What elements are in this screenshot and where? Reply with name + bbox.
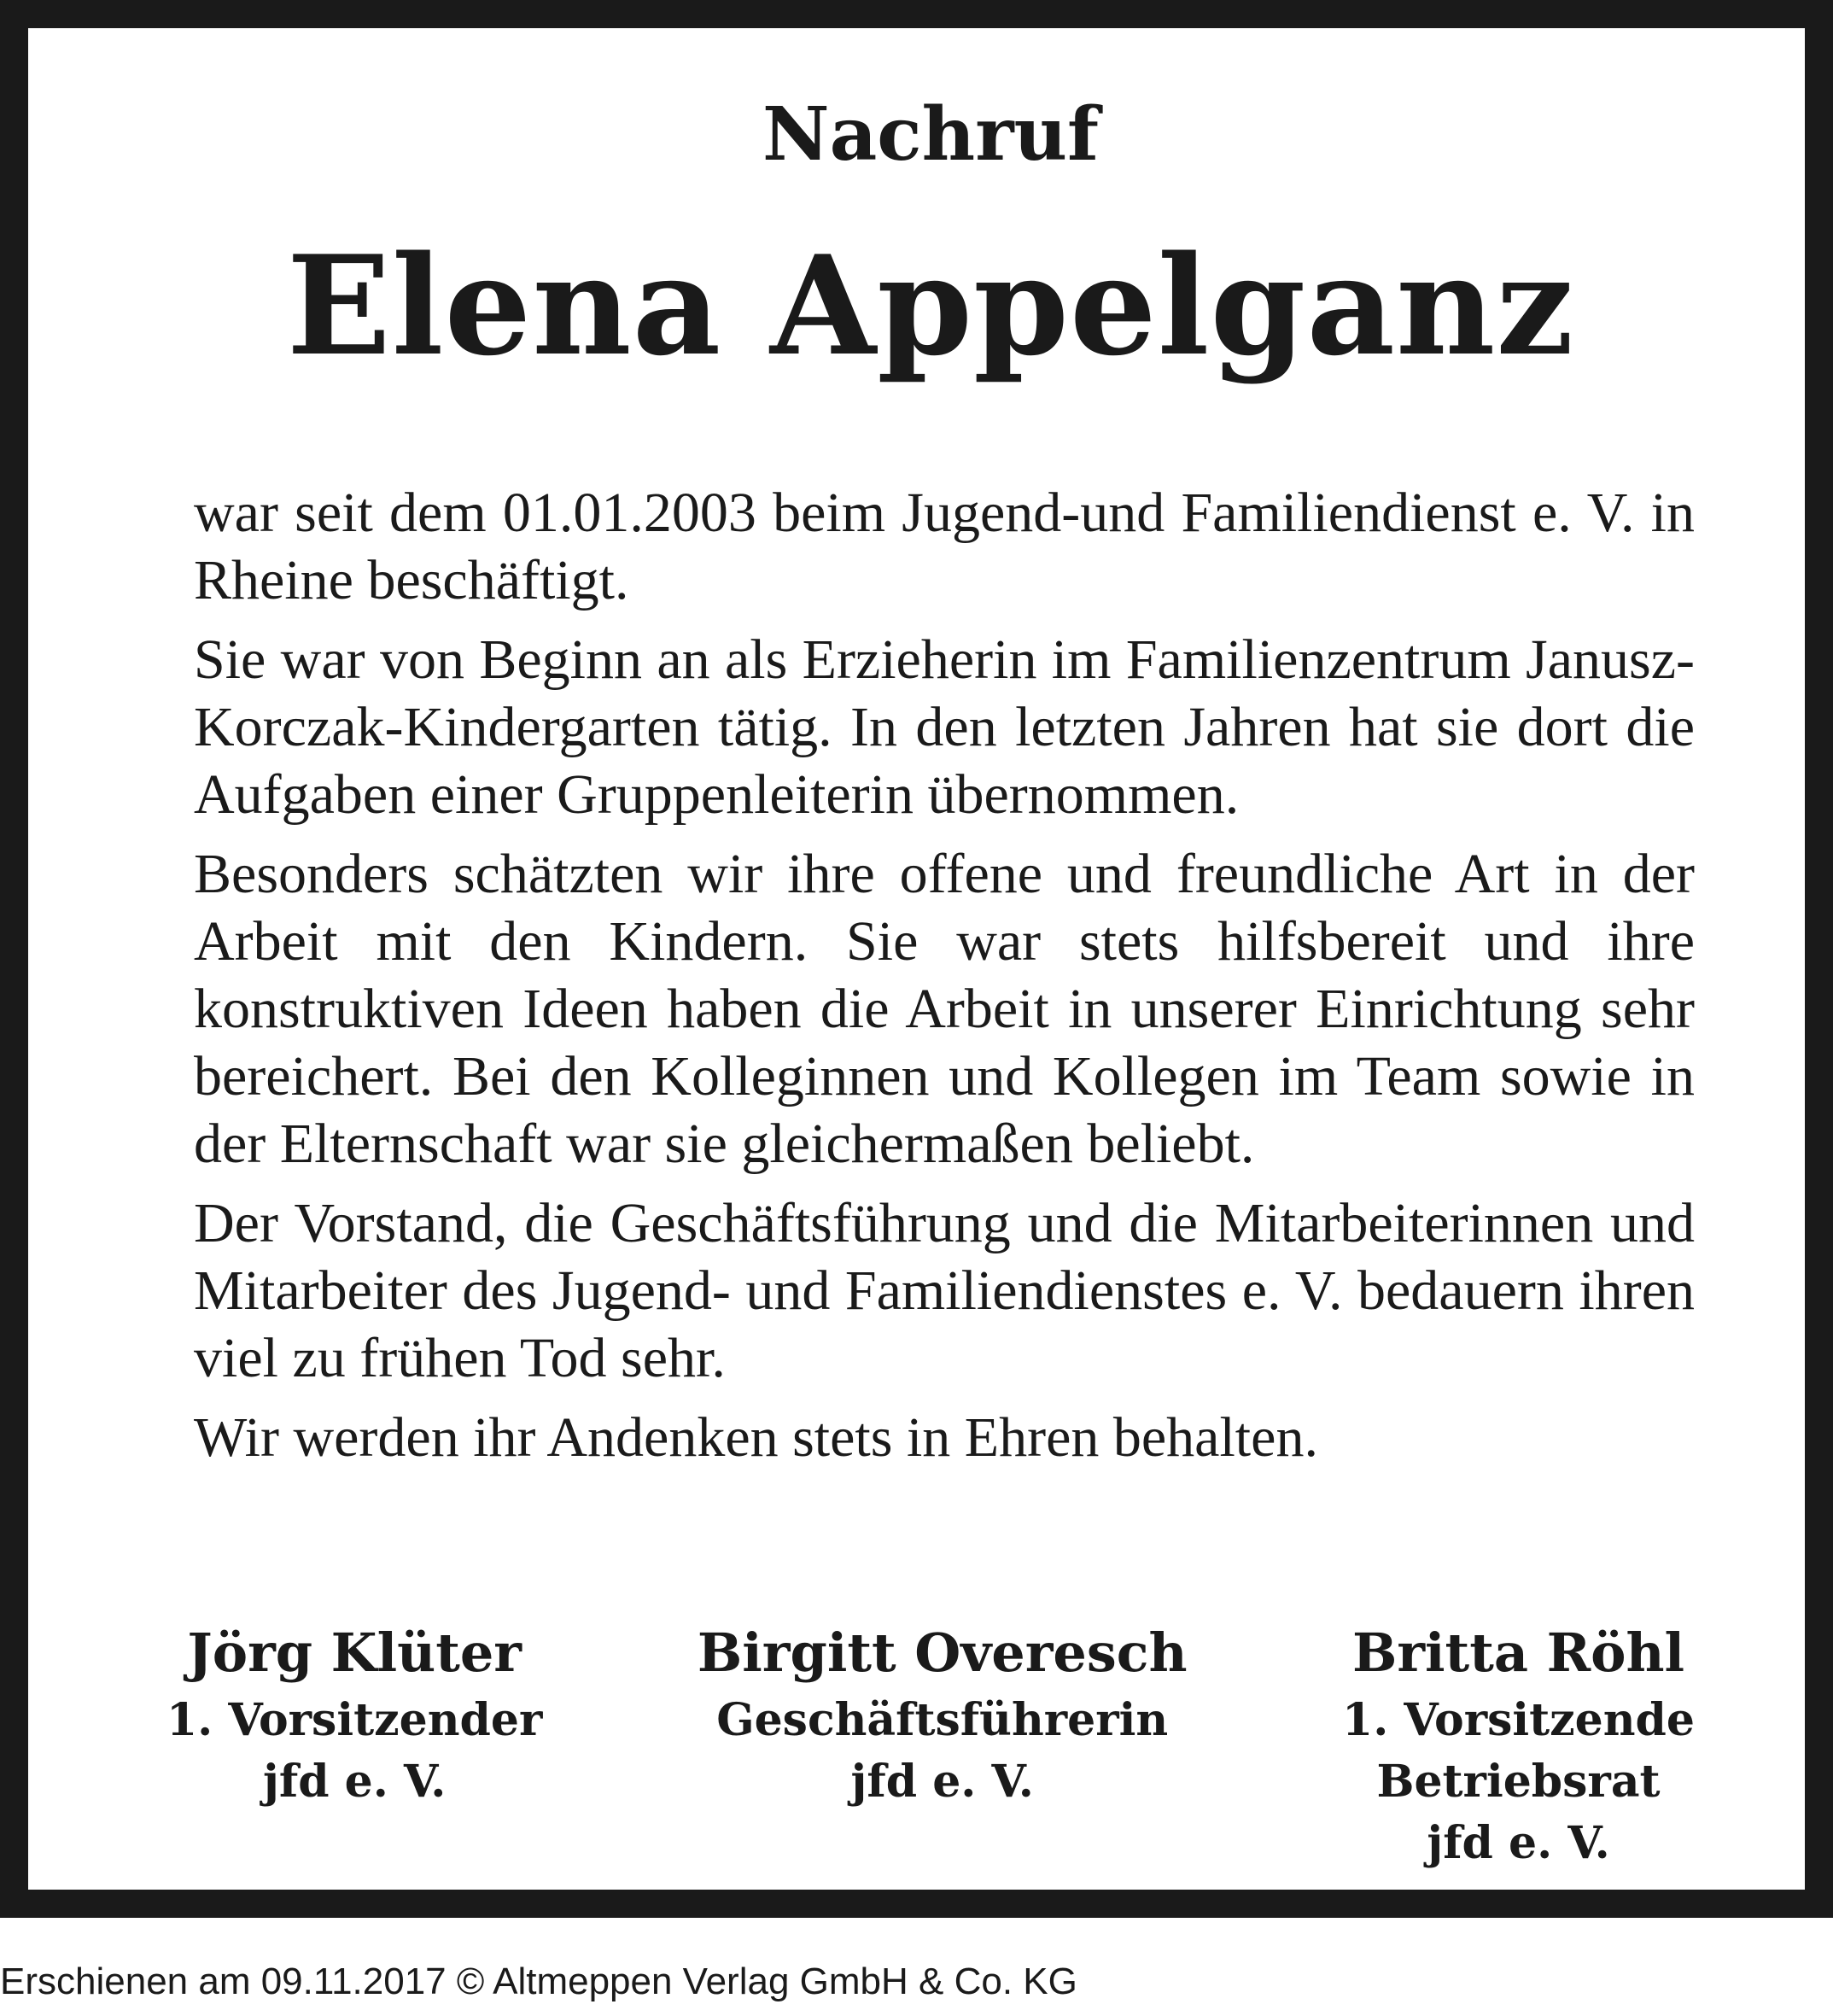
signatory-name: Birgitt Overesch (697, 1622, 1188, 1684)
paragraph-appreciation: Besonders schätzten wir ihre offene und freundliche Art in der Arbeit mit den Kindern. Sie war stets hilfsbereit und ihre konstruktiven Ideen haben die Arbeit in unserer Einrichtung sehr bereichert. Bei den Kolleginnen und Kollegen im Team sowie in der Elternschaft war sie gleichermaßen beliebt. (194, 843, 1695, 1175)
paragraph-condolence: Der Vorstand, die Geschäftsführung und die Mitarbeiterinnen und Mitarbeiter des Jugend- und Familiendienstes e. V. bedauern ihren viel zu frühen Tod sehr. (194, 1192, 1695, 1389)
deceased-name: Elena Appelganz (286, 225, 1575, 386)
signatory-name: Jörg Klüter (187, 1622, 522, 1684)
paragraph-remembrance: Wir werden ihr Andenken stets in Ehren behalten. (194, 1406, 1318, 1469)
publication-footer: Erschienen am 09.11.2017 © Altmeppen Verlag GmbH & Co. KG (0, 1960, 1077, 2002)
signatory-2 (698, 1616, 1188, 1874)
signatory-1 (166, 1616, 542, 1874)
signatures (166, 1616, 1695, 1874)
signatory-name: Britta Röhl (1351, 1622, 1685, 1684)
signatory-title: Geschäftsführerin (716, 1694, 1169, 1746)
signatory-department: Betriebsrat (1376, 1756, 1661, 1808)
paragraph-role: Sie war von Beginn an als Erzieherin im Familienzentrum Janusz-Korczak-Kindergarten tätig. In den letzten Jahren hat sie dort die Aufgaben einer Gruppenleiterin übernommen. (194, 628, 1695, 826)
signatory-organization: jfd e. V. (850, 1756, 1034, 1808)
signatory-title: 1. Vorsitzende (1342, 1694, 1695, 1746)
obituary-body (194, 479, 1695, 1483)
signatory-organization: jfd e. V. (1427, 1817, 1610, 1869)
signatory-title: 1. Vorsitzender (166, 1694, 543, 1746)
signatory-3 (1342, 1616, 1695, 1874)
signatory-organization: jfd e. V. (263, 1756, 447, 1808)
paragraph-employment: war seit dem 01.01.2003 beim Jugend-und Familiendienst e. V. in Rheine beschäftigt. (194, 482, 1695, 611)
notice-heading: Nachruf (762, 91, 1100, 178)
